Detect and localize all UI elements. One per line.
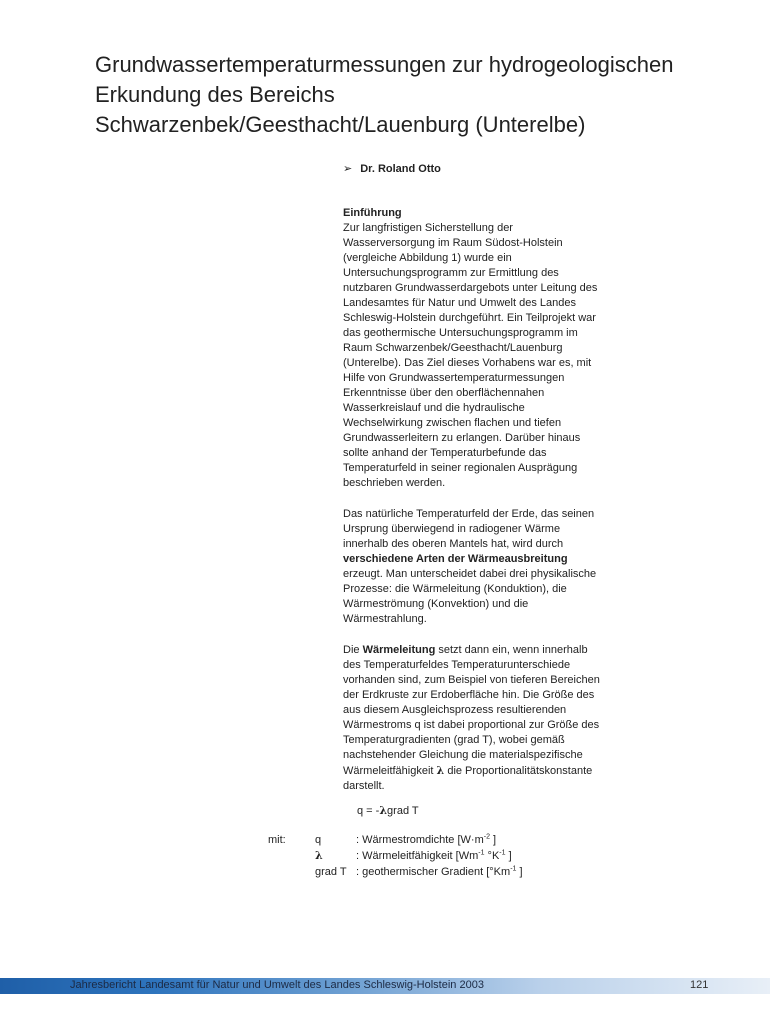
paragraph-conduction bbox=[343, 643, 605, 794]
bold-term: Wärmeleitung bbox=[362, 644, 436, 656]
lambda-symbol: λ bbox=[379, 804, 388, 817]
author-name: Dr. Roland Otto bbox=[360, 163, 441, 175]
legend-symbol: grad T bbox=[315, 866, 347, 878]
author-line bbox=[343, 162, 441, 175]
lambda-symbol: λ bbox=[436, 764, 445, 777]
legend-symbol: λ bbox=[315, 849, 323, 862]
legend-row bbox=[0, 848, 770, 864]
legend-row bbox=[0, 832, 770, 848]
footer-text: Jahresbericht Landesamt für Natur und Umwelt des Landes Schleswig-Holstein 2003 bbox=[70, 979, 484, 991]
arrow-bullet-icon: ➢ bbox=[343, 163, 353, 175]
legend-description: : geothermischer Gradient [$^\circ Km^{-1}$ ] bbox=[356, 865, 523, 878]
footer-band bbox=[0, 978, 770, 994]
paragraph-heat-spread bbox=[343, 507, 605, 627]
paragraph-intro: Zur langfristigen Sicherstellung der Wasserversorgung im Raum Südost-Holstein (vergleiche Abbildung 1) wurde ein Untersuchungsprogramm zur Ermittlung des nutzbaren Grundwasserdargebots unter Leitung des Landesamtes für Natur und Umwelt des Landes Schleswig-Holstein durchgeführt. Ein Teilprojekt war das geothermische Untersuchungsprogramm im Raum Schwarzenbek/Geesthacht/Lauenburg (Unterelbe). Das Ziel dieses Vorhabens war es, mit Hilfe von Grundwassertemperaturmessungen Erkenntnisse über den oberflächennahen Wasserkreislauf und die hydraulische Wechselwirkung zwischen flachen und tiefen Grundwasserleitern zu erlangen. Darüber hinaus sollte anhand der Temperaturbefunde das Temperaturfeld in seiner regionalen Ausprägung beschrieben werden. bbox=[343, 222, 598, 489]
page-number: 121 bbox=[690, 979, 709, 991]
legend-description: : Wärmestromdichte [$W\cdot m^{-2}$ ] bbox=[356, 833, 497, 846]
legend-description: : Wärmeleitfähigkeit [$Wm^{-1}$ $^\circ K^{-1}$ ] bbox=[356, 849, 512, 862]
bold-term: verschiedene Arten der Wärmeausbreitung bbox=[343, 553, 568, 565]
legend-symbol: q bbox=[315, 834, 322, 846]
heat-flow-equation bbox=[357, 804, 419, 817]
body-column bbox=[343, 206, 605, 810]
page-title: Grundwassertemperaturmessungen zur hydrogeologischen Erkundung des Bereichs Schwarzenbek/Geesthacht/Lauenburg (Unterelbe) bbox=[95, 52, 674, 137]
paragraph-text: setzt dann ein, wenn innerhalb des Temperaturfeldes Temperaturunterschiede vorhanden sind, zum Beispiel von tieferen Bereichen der Erdkruste zur Erdoberfläche hin. Die Größe des aus diesem Ausgleichsprozess resultierenden Wärmestroms q ist dabei proportional zur Größe des Temperaturgradienten (grad T), wobei gemäß nachstehender Gleichung die materialspezifische Wärmeleitfähigkeit bbox=[343, 644, 600, 777]
legend-row bbox=[0, 864, 770, 880]
equation-right: grad T bbox=[387, 805, 419, 817]
paragraph-text: Das natürliche Temperaturfeld der Erde, das seinen Ursprung überwiegend in radiogener Wärme innerhalb des oberen Mantels hat, wird durch bbox=[343, 508, 595, 550]
paragraph-text: erzeugt. Man unterscheidet dabei drei physikalische Prozesse: die Wärmeleitung (Konduktion), die Wärmeströmung (Konvektion) und die Wärmestrahlung. bbox=[343, 568, 597, 625]
equation-left: q = - bbox=[357, 805, 380, 817]
section-heading: Einführung bbox=[343, 207, 402, 219]
paragraph-text: die Proportionalitätskonstante darstellt. bbox=[343, 765, 593, 792]
legend-mit-label: mit: bbox=[268, 834, 286, 846]
paragraph-text: Die bbox=[343, 644, 363, 656]
